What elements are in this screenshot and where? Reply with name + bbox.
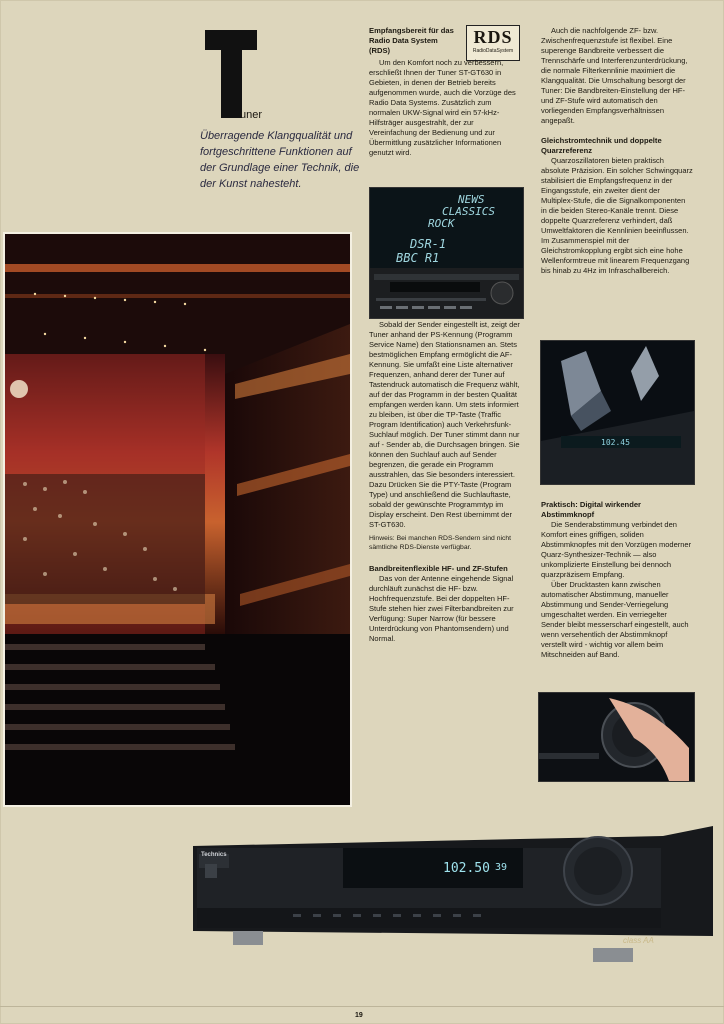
lcd-line-5: BBC R1: [396, 251, 440, 265]
column-1-top: [369, 58, 521, 158]
bandwidth-paragraph: Das von der Antenne eingehende Signal durchläuft zunächst die HF- bzw. Hochfrequenzstufe. Bei der doppelten HF-Stufe stehen hier zwei Filterbandbreiten zur Verfügung: Super Narrow (für bessere Unterdrückung von Phantomsendern) und Normal.: [369, 574, 514, 643]
rds-logo-subtext: RadioDataSystem: [472, 48, 514, 54]
if-paragraph: Auch die nachfolgende ZF- bzw. Zwischenfrequenzstufe ist flexibel. Eine superenge Bandbreite verbessert die Trennschärfe und Interferenzunterdrückung, die normale Filterkennlinie maximiert die Klangqualität. Die Umschaltung besorgt der Tuner: Die Bandbreiten-Einstellung der HF- und ZF-Stufe wird automatisch den vorliegenden Empfangsverhältnissen angepaßt.: [541, 26, 688, 125]
title-rest: uner: [240, 109, 263, 121]
knob-heading: Praktisch: Digital wirkender Abstimmknopf: [541, 500, 642, 519]
knob-paragraph-1: Die Senderabstimmung verbindet den Komfort eines griffigen, soliden Abstimmknopfes mit den Vorzügen moderner Quarz-Synthesizer-Technik — also unkomplizierte Einstellung bei dennoch quarzpräzisem Empfang.: [541, 520, 692, 579]
quartz-crystal-photo: [540, 340, 695, 485]
tagline: Überragende Klangqualität und fortgeschrittene Funktionen auf der Grundlage einer Technik, die der Kunst nahesteht.: [200, 130, 360, 190]
column-1-middle: [369, 320, 521, 644]
rds-logo: [466, 25, 520, 61]
tuning-knob-photo: [538, 692, 695, 782]
page-number: 19: [355, 1012, 363, 1019]
concert-hall-photo: [3, 232, 352, 807]
column-2-top: [541, 26, 693, 276]
drop-cap-t: [205, 30, 257, 118]
rds-display-photo: [369, 187, 524, 319]
lcd-line-4: DSR-1: [410, 237, 447, 251]
rds-heading: Empfangsbereit für das Radio Data System (RDS): [369, 26, 454, 55]
class-aa-logo: class AA: [623, 936, 654, 945]
quartz-paragraph: Quarzoszillatoren bieten praktisch absolute Präzision. Ein solcher Schwingquarz stabilisiert die Empfangsfrequenz in der Eingangsstufe, ein zweiter dient der Multiplex-Stufe, die die Signalkomponenten in die beiden Stereo-Kanäle trennt. Diese doppelte Quarzreferenz verhindert, daß Umweltfaktoren die Kennlinien beeinflussen. Im Zusammenspiel mit der Gleichstromkopplung ergibt sich eine hohe Wellenformtreue mit linearem Frequenzgang bis hinab zu 4Hz im Infraschallbereich.: [541, 156, 693, 275]
lcd-line-1: NEWS: [458, 193, 485, 206]
bandwidth-heading: Bandbreitenflexible HF- und ZF-Stufen: [369, 564, 508, 573]
lcd-line-2: CLASSICS: [442, 205, 495, 218]
rds-note: Hinweis: Bei manchen RDS-Sendern sind nicht sämtliche RDS-Dienste verfügbar.: [369, 535, 512, 551]
tuner-unit-photo: [193, 826, 713, 974]
quartz-heading: Gleichstromtechnik und doppelte Quarzreferenz: [541, 136, 662, 155]
ps-paragraph: Sobald der Sender eingestellt ist, zeigt der Tuner anhand der PS-Kennung (Programm Service Name) den Stationsnamen an. Stets bestmöglichen Empfang ermöglicht die AF-Kennung. Sie umfaßt eine Liste alternativer Frequenzen, anhand derer der Tuner auf Tastendruck automatisch die Frequenz wählt, auf der das Programm in der besten Qualität empfangen werden kann. Um stets informiert zu bleiben, ist über die TP-Taste (Traffic Program Identification) auch Verkehrsfunk-Suchlauf möglich. Der Tuner stimmt dann nur auf - Sender ab, die Durchsagen bringen. Sie können den Suchlauf auch auf Sender begrenzen, die gerade ein Programm ausstrahlen, das Sie besonders interessiert. Dazu Drücken Sie die PTY-Taste (Program Type) und anschließend die Suchlauftaste, sobald der gewünschte Programmtyp im Display erscheint. Den Rest übernimmt der ST-GT630.: [369, 320, 520, 529]
column-2-bottom: [541, 500, 693, 660]
tuner-frequency-display: 102.50: [443, 861, 490, 876]
tuner-secondary-display: 39: [495, 862, 508, 873]
bottom-rule: [0, 1006, 724, 1007]
rds-heading-block: [369, 26, 459, 56]
rds-logo-text: RDS: [473, 27, 513, 47]
svg-text:102.45: 102.45: [601, 438, 630, 447]
knob-paragraph-2: Über Drucktasten kann zwischen automatischer Abstimmung, manueller Abstimmung und Sender-Verriegelung umgeschaltet werden. Ein verriegelter Sender bleibt messerscharf eingestellt, auch wenn versehentlich der Abstimmknopf verstellt wird - wichtig vor allem beim Mitschneiden auf Band.: [541, 580, 689, 659]
brand-logo: Technics: [201, 852, 227, 858]
lcd-line-3: ROCK: [428, 217, 455, 230]
rds-paragraph: Um den Komfort noch zu verbessern, erschließt Ihnen der Tuner ST-GT630 in Gebieten, in denen der Betrieb bereits aufgenommen wurde, auch die Vorzüge des Radio Data Systems. Zusätzlich zum normalen UKW-Signal wird ein 57-kHz-Hilfsträger ausgestrahlt, der zur Vereinfachung der Bedienung und zur Übermittlung zusätzlicher Informationen genutzt wird.: [369, 58, 516, 157]
